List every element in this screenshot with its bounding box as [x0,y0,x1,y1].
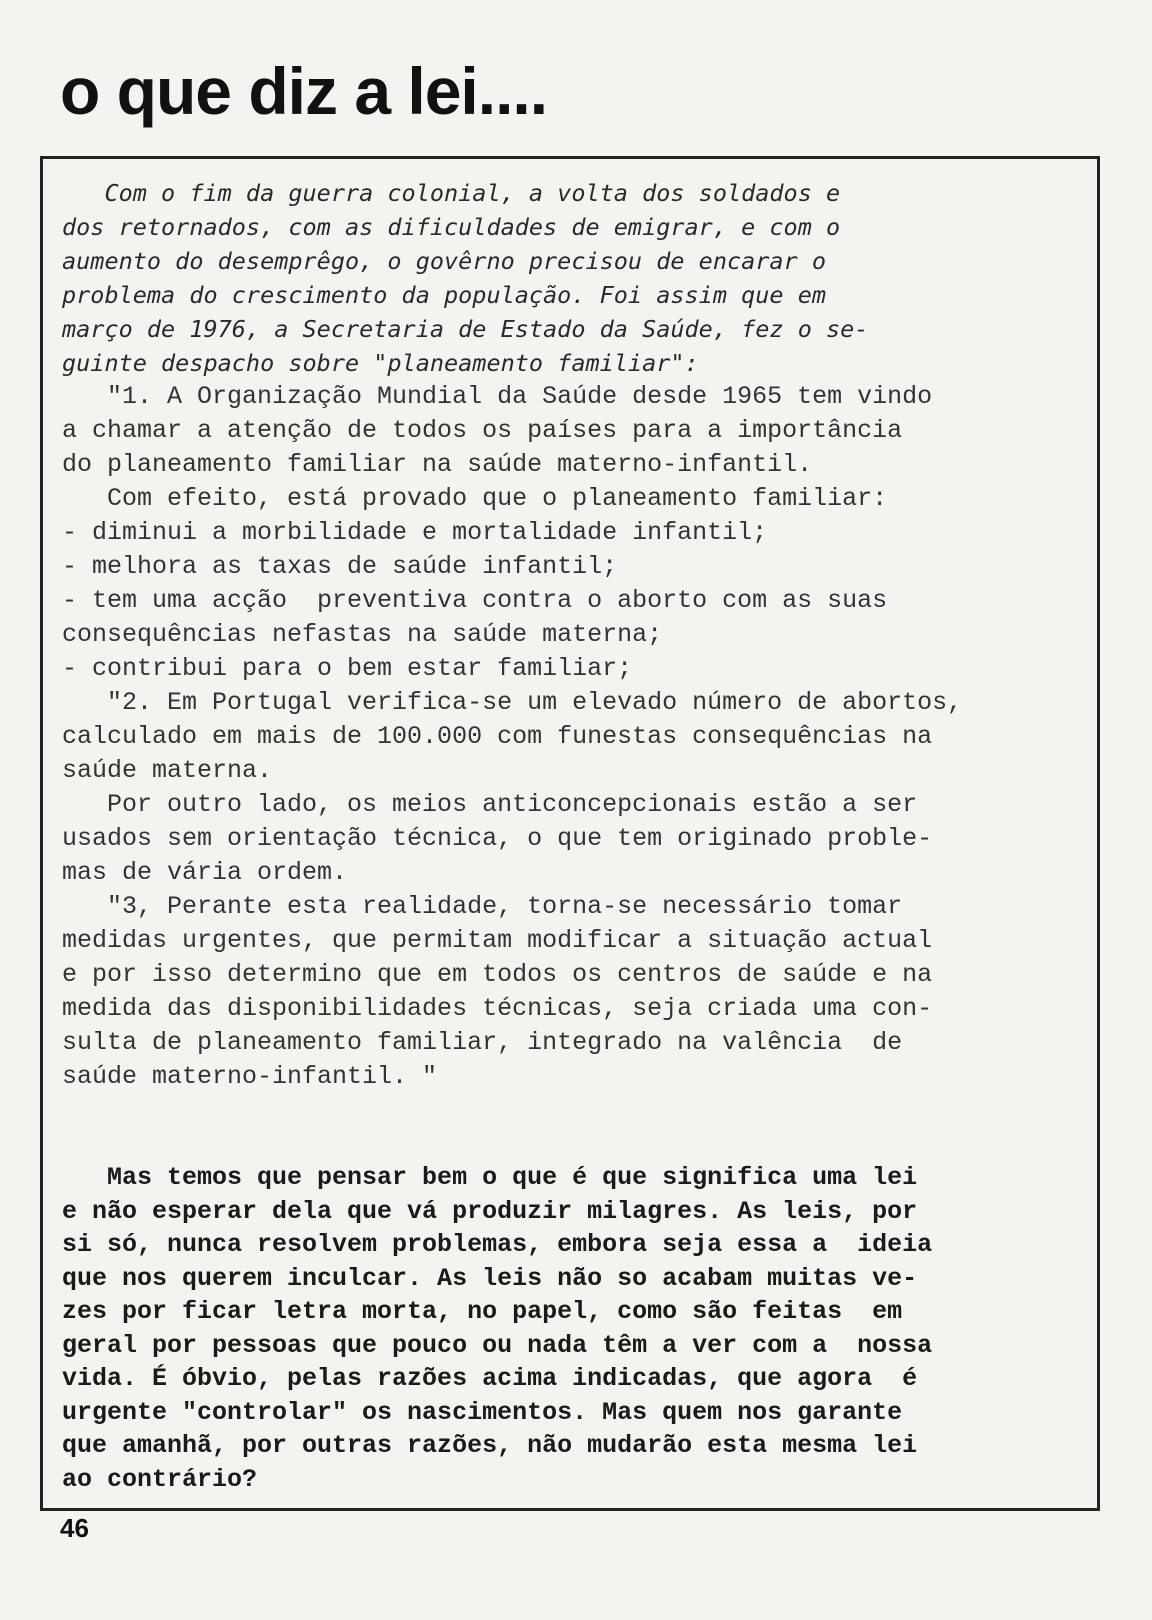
commentary-paragraph: Mas temos que pensar bem o que é que significa uma lei e não esperar dela que vá produzir milagres. As leis, por si só, nunca resolvem problemas, embora seja essa a ideia que nos querem inculcar. As leis não so acabam muitas ve- zes por ficar letra morta, no papel, como são feitas em geral por pessoas que pouco ou nada têm a ver com a nossa vida. É óbvio, pelas razões acima indicadas, que agora é urgente "controlar" os nascimentos. Mas quem nos garante que amanhã, por outras razões, não mudarão esta mesma lei ao contrário? [62,1163,933,1494]
page-title: o que diz a lei.... [60,54,548,128]
page-number: 46 [60,1513,89,1543]
intro-paragraph: Com o fim da guerra colonial, a volta dos soldados e dos retornados, com as dificuldades de emigrar, e com o aumento do desemprêgo, o govêrno precisou de encarar o problema do crescimento da população. Foi assim que em março de 1976, a Secretaria de Estado da Saúde, fez o se- guinte despacho sobre "planeamento familiar": [62,179,869,377]
law-dispatch-quote: "1. A Organização Mundial da Saúde desde 1965 tem vindo a chamar a atenção de todos os países para a importância do planeamento familiar na saúde materno-infantil. Com efeito, está provado que o planeamento familiar: - diminui a morbilidade e mortalidade infantil; - melhora as taxas de saúde infantil; - tem uma acção preventiva contra o aborto com as suas consequências nefastas na saúde materna; - contribui para o bem estar familiar; "2. Em Portugal verifica-se um elevado número de abortos, calculado em mais de 100.000 com funestas consequências na saúde materna. Por outro lado, os meios anticoncepcionais estão a ser usados sem orientação técnica, o que tem originado proble- mas de vária ordem. "3, Perante esta realidade, torna-se necessário tomar medidas urgentes, que permitam modificar a situação actual e por isso determino que em todos os centros de saúde e na medida das disponibilidades técnicas, seja criada uma con- sulta de planeamento familiar, integrado na valência de saúde materno-infantil. " [62,382,963,1091]
